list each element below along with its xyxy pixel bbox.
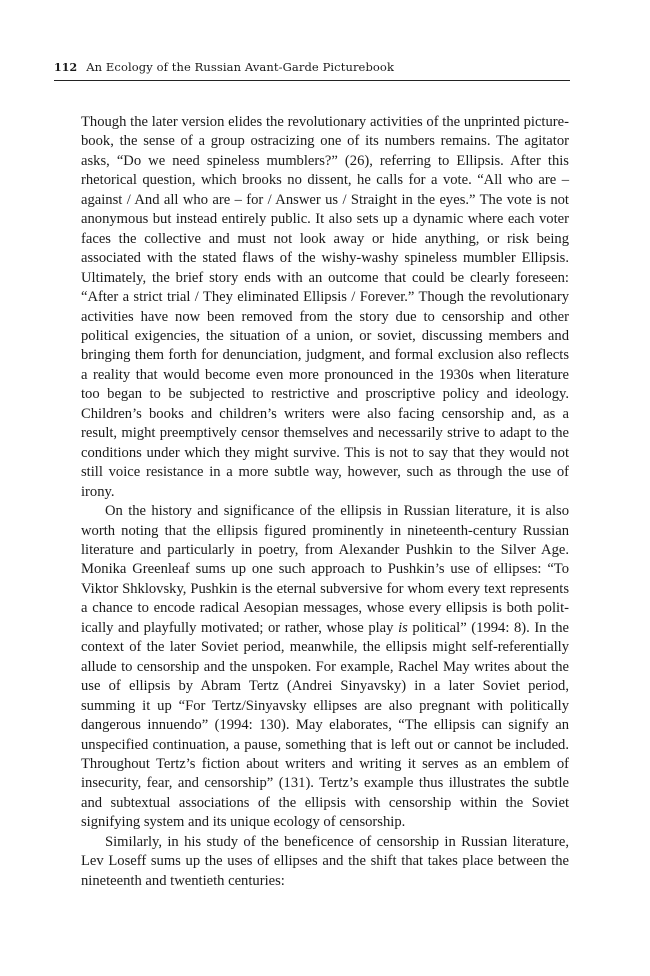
running-title: An Ecology of the Russian Avant-Garde Picturebook [86, 60, 395, 74]
running-header [54, 58, 570, 81]
paragraph-3: Similarly, in his study of the beneficence of censorship in Russian literature, Lev Loseff sums up the uses of ellipses and the shift that takes place between the nineteenth and twentieth centuries: [81, 833, 569, 889]
body-text [81, 113, 569, 891]
paragraph-2-text-after: political” (1994: 8). In the context of the later Soviet period, meanwhile, the ellipsis might self-referentially allude to censorship and the unspoken. For example, Rachel May writes about the use of ellipsis by Abram Tertz (Andrei Sinyavsky) in a later Soviet period, summing it up “For Tertz/Sinyavsky ellipses are also pregnant with politically dangerous innuendo” (1994: 130). May elaborates, “The ellipsis can signify an unspecified continuation, a pause, something that is left out or cannot be included. Throughout Tertz’s fiction about writers and writing it serves as an emblem of insecurity, fear, and censorship” (131). Tertz’s example thus illustrates the subtle and subtextual associations of the ellipsis with censorship within the Soviet signifying system and its unique ecology of censorship. [81, 619, 569, 831]
paragraph-2 [81, 502, 569, 833]
emphasis-is: is [398, 619, 408, 636]
paragraph-2-text-before: On the history and significance of the ellipsis in Russian literature, it is also worth noting that the ellipsis figured prominently in nineteenth-century Russian literature and particularly in poetry, from Alexander Pushkin to the Silver Age. Monika Greenleaf sums up one such approach to Pushkin’s use of ellipses: “To Viktor Shklovsky, Pushkin is the eternal subversive for whom every text represents a chance to encode radical Aesopian messages, whose every ellipsis is both politically and playfully motivated; or rather, whose play [81, 503, 569, 636]
page-number: 112 [54, 61, 78, 74]
paragraph-1: Though the later version elides the revolutionary activities of the unprinted picturebook, the sense of a group ostracizing one of its numbers remains. The agitator asks, “Do we need spineless mumblers?” (26), referring to Ellipsis. After this rhetorical question, which brooks no dissent, he calls for a vote. “All who are – against / And all who are – for / Answer us / Straight in the eyes.” The vote is not anonymous but instead entirely public. It also sets up a dynamic where each voter faces the collective and must not look away or hide anything, or risk being associated with the stated flaws of the wishy-washy spineless mumbler Ellipsis. Ultimately, the brief story ends with an outcome that could be clearly foreseen: “After a strict trial / They eliminated Ellipsis / Forever.” Though the revolutionary activities have now been removed from the story due to censorship and other political exigencies, the situation of a union, or soviet, discussing members and bringing them forth for denunciation, judgment, and formal exclusion also reflects a reality that would become even more pronounced in the 1930s when literature too began to be subjected to restrictive and proscriptive policy and ideology. Children’s books and children’s writers were also facing censorship and, as a result, might preemptively censor themselves and necessarily strive to adapt to the conditions under which they might survive. This is not to say that they would not still voice resistance in a more subtle way, however, such as through the use of irony. [81, 114, 569, 500]
